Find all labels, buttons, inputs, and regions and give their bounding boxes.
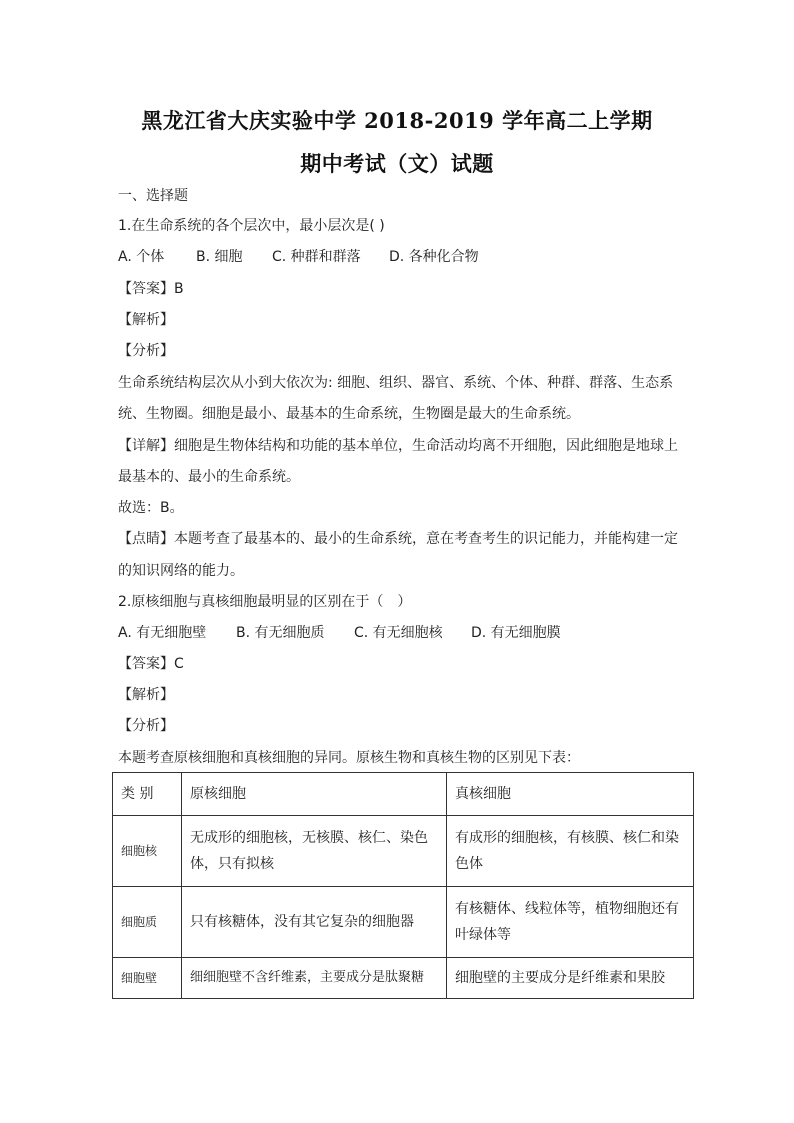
q1-options (118, 247, 678, 267)
title-line-1: 黑龙江省大庆实验中学 2018-2019 学年高二上学期 (141, 108, 653, 133)
table-cell-category: 细胞壁 (113, 958, 182, 999)
q1-option-b: B. 细胞 (196, 249, 243, 265)
q1-option-d: D. 各种化合物 (389, 249, 479, 265)
q2-answer: 【答案】C (118, 656, 184, 672)
q1-comment-line-2: 的知识网络的能力。 (118, 563, 244, 579)
q1-detail-line-1: 【详解】细胞是生物体结构和功能的基本单位，生命活动均离不开细胞，因此细胞是地球上 (118, 438, 678, 454)
q2-analysis-heading: 【解析】 (118, 687, 174, 703)
q1-fenxi-line-2: 统、生物圈。细胞是最小、最基本的生命系统，生物圈是最大的生命系统。 (118, 406, 580, 422)
title-line-2: 期中考试（文）试题 (300, 151, 494, 176)
q1-comment-line-1: 【点睛】本题考查了最基本的、最小的生命系统，意在考查考生的识记能力，并能构建一定 (118, 531, 678, 547)
table-row (113, 816, 694, 887)
section-heading: 一、选择题 (118, 188, 188, 204)
q1-option-a: A. 个体 (118, 249, 165, 265)
q2-option-c: C. 有无细胞核 (354, 625, 443, 641)
q1-option-c: C. 种群和群落 (272, 249, 361, 265)
table-cell-category: 细胞核 (113, 816, 182, 887)
q1-choice: 故选：B。 (118, 500, 184, 516)
q1-fenxi-heading: 【分析】 (118, 343, 174, 359)
table-cell-prokaryote: 无成形的细胞核，无核膜、核仁、染色体，只有拟核 (182, 816, 447, 887)
q1-fenxi-line-1: 生命系统结构层次从小到大依次为: 细胞、组织、器官、系统、个体、种群、群落、生态系 (118, 375, 674, 391)
table-header-cell: 真核细胞 (447, 773, 694, 816)
q2-option-d: D. 有无细胞膜 (471, 625, 561, 641)
table-header-cell: 类 别 (113, 773, 182, 816)
table-cell-category: 细胞质 (113, 887, 182, 958)
table-header-cell: 原核细胞 (182, 773, 447, 816)
table-row (113, 887, 694, 958)
q1-detail-line-2: 最基本的、最小的生命系统。 (118, 469, 300, 485)
table-row (113, 958, 694, 999)
table-cell-eukaryote: 细胞壁的主要成分是纤维素和果胶 (447, 958, 694, 999)
table-cell-eukaryote: 有成形的细胞核，有核膜、核仁和染色体 (447, 816, 694, 887)
table-cell-prokaryote: 细细胞壁不含纤维素，主要成分是肽聚糖 (182, 958, 447, 999)
q1-answer: 【答案】B (118, 281, 184, 297)
q1-stem: 1.在生命系统的各个层次中，最小层次是( ) (118, 218, 385, 234)
q2-intro: 本题考查原核细胞和真核细胞的异同。原核生物和真核生物的区别见下表： (118, 750, 580, 766)
q2-option-a: A. 有无细胞壁 (118, 625, 207, 641)
table-cell-prokaryote: 只有核糖体，没有其它复杂的细胞器 (182, 887, 447, 958)
table-header-row (113, 773, 694, 816)
comparison-table (112, 772, 694, 999)
q2-option-b: B. 有无细胞质 (236, 625, 325, 641)
q2-stem: 2.原核细胞与真核细胞最明显的区别在于（ ） (118, 594, 412, 610)
q2-fenxi-heading: 【分析】 (118, 718, 174, 734)
q1-analysis-heading: 【解析】 (118, 312, 174, 328)
q2-options (118, 623, 678, 643)
table-cell-eukaryote: 有核糖体、线粒体等，植物细胞还有叶绿体等 (447, 887, 694, 958)
